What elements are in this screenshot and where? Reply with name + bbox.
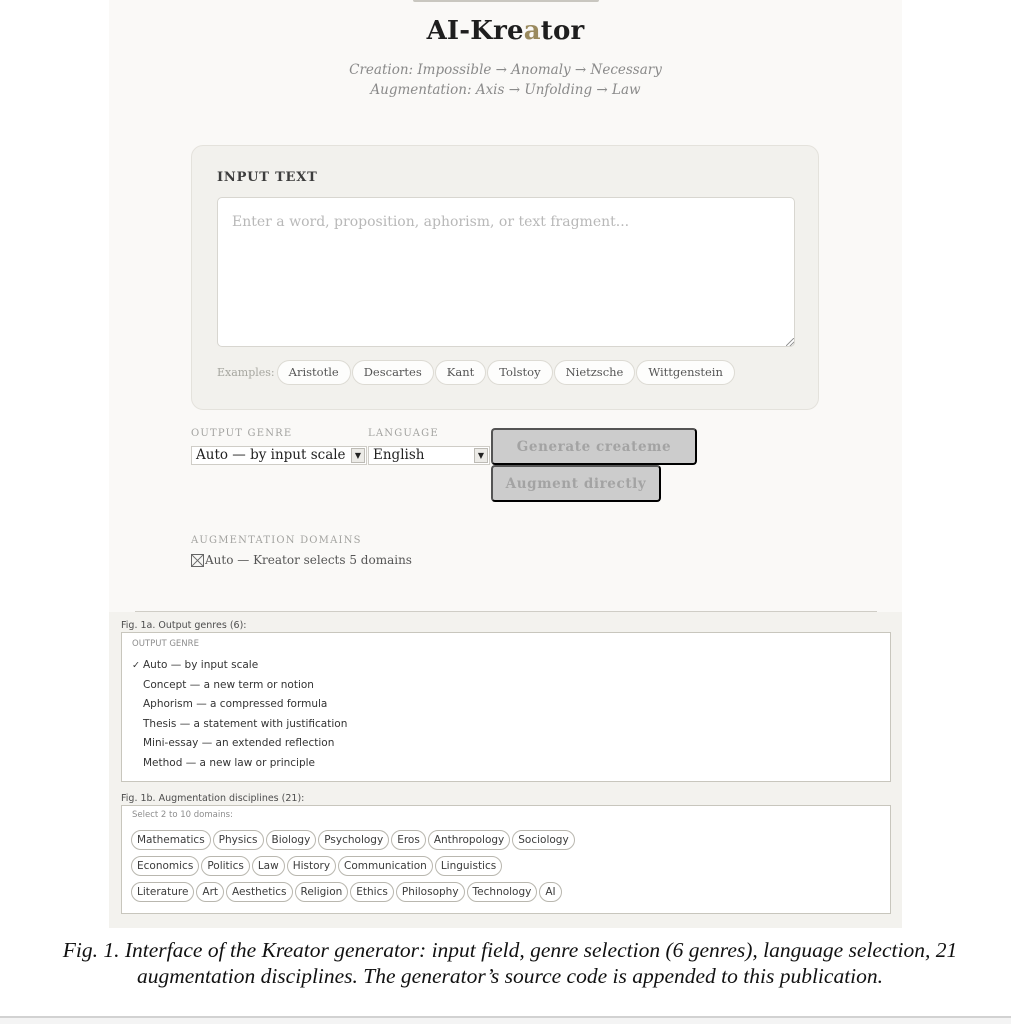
discipline-chip-anthropology[interactable]: Anthropology bbox=[428, 830, 510, 850]
app-title-suffix: tor bbox=[540, 16, 585, 46]
discipline-chip-communication[interactable]: Communication bbox=[338, 856, 433, 876]
discipline-row bbox=[131, 827, 577, 853]
genre-option-label: Mini-essay — an extended reflection bbox=[143, 737, 335, 749]
discipline-chip-politics[interactable]: Politics bbox=[201, 856, 250, 876]
language-select[interactable] bbox=[368, 446, 490, 465]
genre-option-mini-essay[interactable] bbox=[132, 734, 347, 754]
example-chip-descartes[interactable]: Descartes bbox=[352, 360, 434, 385]
discipline-chip-literature[interactable]: Literature bbox=[131, 882, 194, 902]
output-genre-label: OUTPUT GENRE bbox=[191, 428, 293, 439]
discipline-chip-history[interactable]: History bbox=[287, 856, 336, 876]
genre-option-label: Method — a new law or principle bbox=[143, 756, 316, 769]
genre-option-label: Auto — by input scale bbox=[143, 659, 259, 671]
input-textarea[interactable] bbox=[217, 197, 795, 347]
discipline-chip-linguistics[interactable]: Linguistics bbox=[435, 856, 502, 876]
example-chip-nietzsche[interactable]: Nietzsche bbox=[554, 360, 636, 385]
resize-grip-icon[interactable] bbox=[786, 338, 794, 346]
app-title-prefix: AI-Kre bbox=[426, 16, 524, 46]
discipline-chip-ethics[interactable]: Ethics bbox=[350, 882, 394, 902]
tick-spacer bbox=[132, 734, 143, 754]
input-card bbox=[191, 145, 819, 410]
disciplines-heading: Select 2 to 10 domains: bbox=[132, 810, 233, 820]
discipline-chip-eros[interactable]: Eros bbox=[391, 830, 426, 850]
figure-caption: Fig. 1. Interface of the Kreator generator: input field, genre selection (6 genres), language selection, 21 augmentation disciplines. The generator’s source code is appended to this publication. bbox=[62, 938, 958, 988]
genre-option-label: Aphorism — a compressed formula bbox=[143, 698, 328, 710]
discipline-chip-economics[interactable]: Economics bbox=[131, 856, 199, 876]
discipline-chip-philosophy[interactable]: Philosophy bbox=[396, 882, 465, 902]
discipline-row bbox=[131, 879, 577, 905]
discipline-chip-law[interactable]: Law bbox=[252, 856, 285, 876]
tick-spacer bbox=[132, 695, 143, 715]
check-icon: ✓ bbox=[132, 660, 140, 671]
example-chip-kant[interactable]: Kant bbox=[435, 360, 486, 385]
genre-option-auto[interactable] bbox=[132, 656, 347, 676]
discipline-chip-aesthetics[interactable]: Aesthetics bbox=[226, 882, 292, 902]
discipline-chip-ai[interactable]: AI bbox=[539, 882, 561, 902]
output-genre-value: Auto — by input scale bbox=[196, 447, 346, 463]
example-chip-aristotle[interactable]: Aristotle bbox=[277, 360, 351, 385]
discipline-chip-psychology[interactable]: Psychology bbox=[318, 830, 389, 850]
tick-spacer bbox=[132, 715, 143, 735]
genre-option-concept[interactable] bbox=[132, 676, 347, 696]
figure-inserts-panel bbox=[109, 612, 902, 928]
language-value: English bbox=[373, 447, 425, 463]
discipline-chip-technology[interactable]: Technology bbox=[467, 882, 538, 902]
top-scroll-bar bbox=[413, 0, 599, 2]
discipline-chip-sociology[interactable]: Sociology bbox=[512, 830, 574, 850]
page-bottom-rule bbox=[0, 1016, 1011, 1024]
discipline-chip-biology[interactable]: Biology bbox=[266, 830, 317, 850]
tick-spacer bbox=[132, 676, 143, 696]
examples-label: Examples: bbox=[217, 366, 275, 379]
chevron-down-icon: ▼ bbox=[351, 448, 365, 463]
discipline-row bbox=[131, 853, 577, 879]
app-title-accent: a bbox=[523, 16, 541, 46]
auto-domains-option[interactable] bbox=[191, 553, 412, 567]
discipline-chip-mathematics[interactable]: Mathematics bbox=[131, 830, 211, 850]
example-chip-tolstoy[interactable]: Tolstoy bbox=[487, 360, 552, 385]
genre-option-thesis[interactable] bbox=[132, 715, 347, 735]
augment-directly-button[interactable]: Augment directly bbox=[491, 465, 661, 502]
subtitle-augmentation: Augmentation: Axis → Unfolding → Law bbox=[370, 82, 641, 98]
genre-option-label: Thesis — a statement with justification bbox=[143, 717, 348, 730]
tick-spacer bbox=[132, 754, 143, 774]
discipline-chip-art[interactable]: Art bbox=[196, 882, 224, 902]
discipline-chip-religion[interactable]: Religion bbox=[295, 882, 349, 902]
examples-row bbox=[217, 360, 736, 385]
auto-domains-checkbox[interactable] bbox=[191, 554, 204, 567]
genre-option-method[interactable] bbox=[132, 754, 347, 774]
subtitle-creation: Creation: Impossible → Anomaly → Necessary bbox=[349, 62, 662, 78]
language-label: LANGUAGE bbox=[368, 428, 439, 439]
genre-option-aphorism[interactable] bbox=[132, 695, 347, 715]
generate-createme-button[interactable]: Generate createme bbox=[491, 428, 697, 465]
disciplines-chip-rows bbox=[131, 827, 577, 905]
genre-dropdown-list bbox=[121, 632, 891, 782]
augmentation-domains-label: AUGMENTATION DOMAINS bbox=[191, 535, 362, 546]
genre-option-label: Concept — a new term or notion bbox=[143, 678, 314, 691]
app-screenshot-main bbox=[109, 0, 902, 612]
chevron-down-icon: ▼ bbox=[474, 448, 488, 463]
auto-domains-label: Auto — Kreator selects 5 domains bbox=[205, 553, 412, 567]
genre-options bbox=[132, 656, 347, 773]
fig-1b-label: Fig. 1b. Augmentation disciplines (21): bbox=[121, 793, 305, 804]
input-text-label: INPUT TEXT bbox=[217, 170, 318, 185]
disciplines-panel bbox=[121, 805, 891, 914]
output-genre-select[interactable] bbox=[191, 446, 367, 465]
fig-1a-label: Fig. 1a. Output genres (6): bbox=[121, 620, 247, 631]
discipline-chip-physics[interactable]: Physics bbox=[213, 830, 264, 850]
genre-list-heading: OUTPUT GENRE bbox=[132, 639, 199, 649]
example-chip-wittgenstein[interactable]: Wittgenstein bbox=[636, 360, 735, 385]
app-title bbox=[109, 16, 902, 46]
